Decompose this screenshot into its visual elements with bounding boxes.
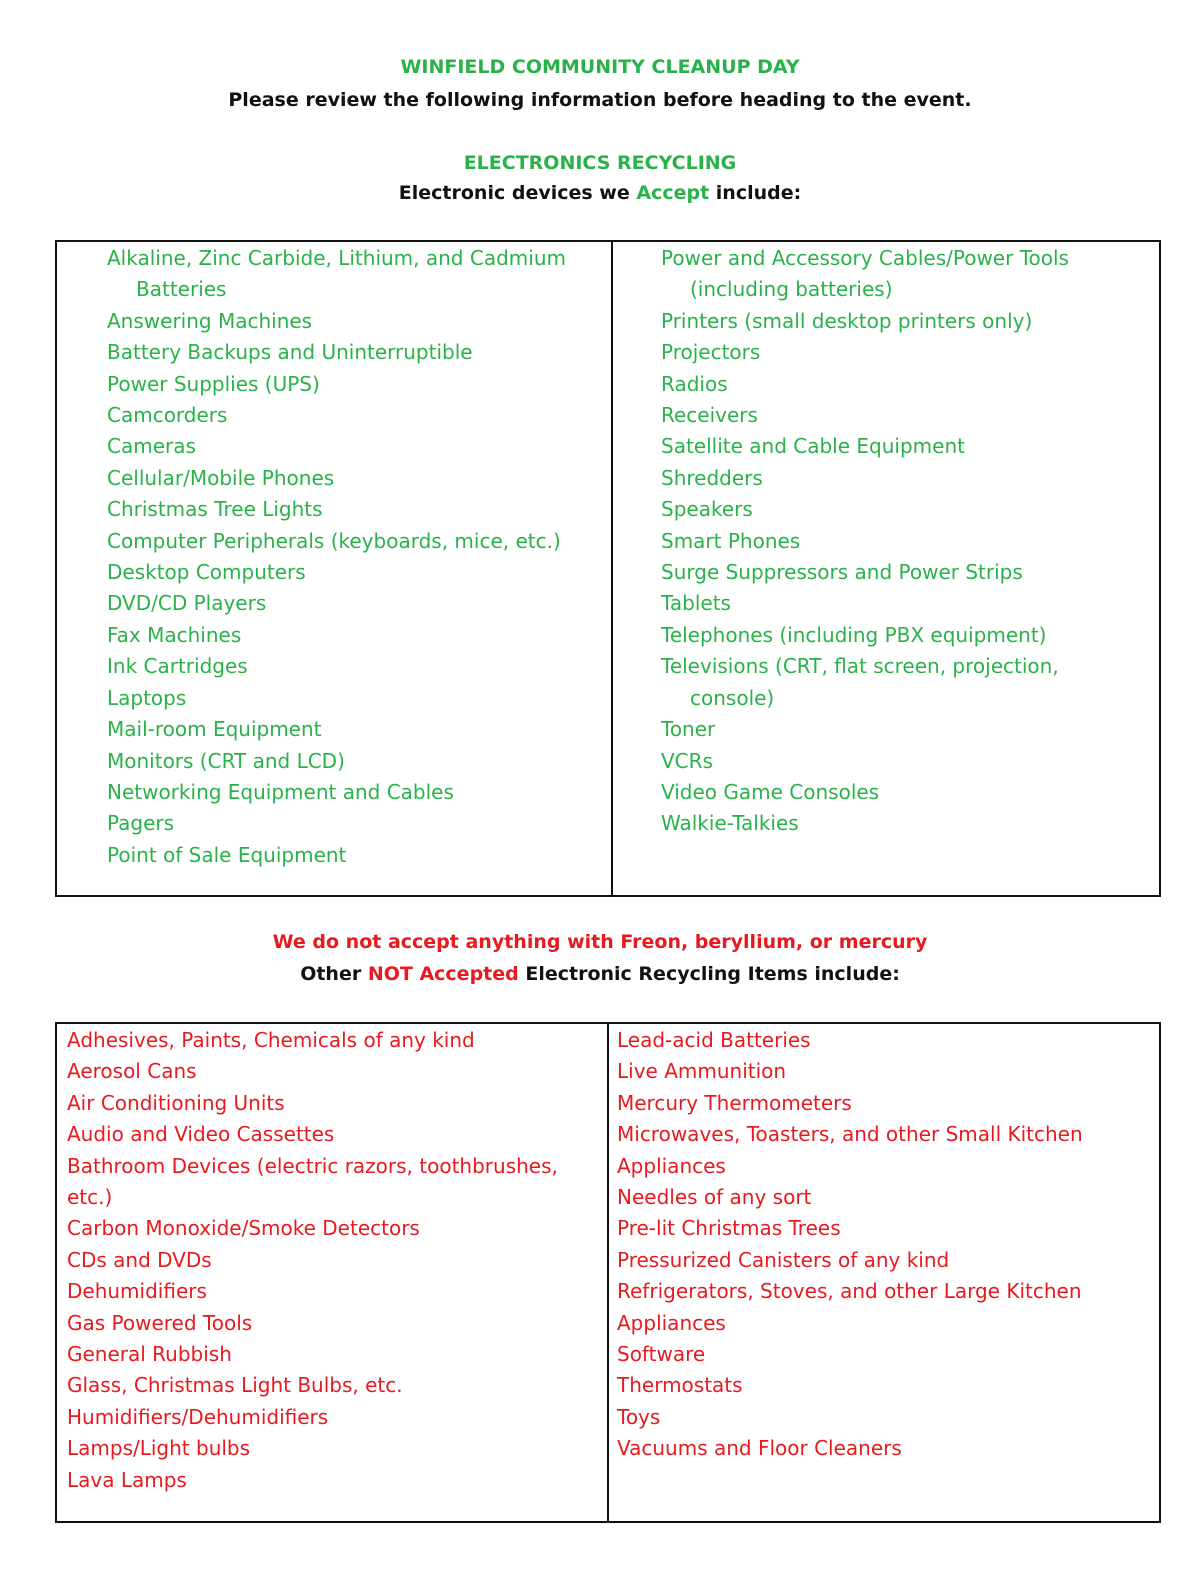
column-divider — [611, 242, 613, 895]
list-item — [661, 400, 1069, 431]
list-item-text: Cameras — [107, 434, 196, 459]
accept-intro-highlight: Accept — [636, 182, 710, 204]
list-item-text: Walkie-Talkies — [661, 811, 799, 836]
list-item — [107, 557, 566, 588]
not-accepted-intro-after: Electronic Recycling Items include: — [518, 963, 900, 985]
list-item — [661, 777, 1069, 808]
list-item: Aerosol Cans — [67, 1059, 197, 1084]
list-item: Toys — [617, 1404, 661, 1429]
page-subtitle: Please review the following information before heading to the event. — [228, 89, 972, 111]
list-item: Glass, Christmas Light Bulbs, etc. — [67, 1373, 403, 1398]
list-item-text: Toner — [661, 717, 716, 742]
list-item — [107, 777, 566, 808]
list-item: Mercury Thermometers — [617, 1090, 852, 1115]
list-item — [661, 526, 1069, 557]
electronics-heading: ELECTRONICS RECYCLING — [463, 152, 737, 174]
list-item: Thermostats — [617, 1373, 743, 1398]
list-item-text: Networking Equipment and Cables — [107, 779, 454, 804]
list-item: Pre-lit Christmas Trees — [617, 1216, 841, 1241]
list-item-text: Desktop Computers — [107, 560, 306, 585]
list-item-text: Shredders — [661, 465, 763, 490]
list-item — [107, 588, 566, 619]
list-item — [107, 494, 566, 525]
list-item-text: Monitors (CRT and LCD) — [107, 748, 345, 773]
list-item — [107, 243, 566, 306]
list-item — [661, 431, 1069, 462]
list-item: Gas Powered Tools — [67, 1310, 253, 1335]
list-item: Air Conditioning Units — [67, 1090, 285, 1115]
list-item — [107, 683, 566, 714]
not-accepted-items-right-column — [617, 1025, 1083, 1465]
list-item — [661, 651, 1069, 714]
list-item-continuation: console) — [690, 685, 775, 710]
list-item: Bathroom Devices (electric razors, toothbrushes, — [67, 1153, 558, 1178]
list-item: Needles of any sort — [617, 1185, 812, 1210]
list-item-text: Radios — [661, 371, 728, 396]
list-item — [661, 243, 1069, 306]
accept-intro — [0, 182, 1200, 204]
list-item-continuation: Batteries — [136, 277, 227, 302]
not-accepted-items-table — [55, 1022, 1161, 1523]
list-item-text: Pagers — [107, 811, 175, 836]
not-accepted-intro — [0, 963, 1200, 985]
list-item — [107, 431, 566, 462]
list-item: Humidifiers/Dehumidifiers — [67, 1404, 329, 1429]
list-item — [107, 620, 566, 651]
list-item: Appliances — [617, 1310, 726, 1335]
list-item: Lamps/Light bulbs — [67, 1436, 251, 1461]
list-item — [661, 463, 1069, 494]
accept-intro-after: include: — [709, 182, 802, 204]
list-item — [107, 526, 566, 557]
list-item-text: Fax Machines — [107, 622, 242, 647]
list-item-text: Speakers — [661, 497, 753, 522]
list-item: Pressurized Canisters of any kind — [617, 1247, 950, 1272]
list-item-text: DVD/CD Players — [107, 591, 267, 616]
list-item — [661, 746, 1069, 777]
not-accepted-intro-before: Other — [300, 963, 368, 985]
accepted-items-table — [55, 240, 1161, 897]
list-item — [661, 620, 1069, 651]
list-item — [107, 463, 566, 494]
accept-intro-before: Electronic devices we — [398, 182, 637, 204]
list-item — [661, 306, 1069, 337]
list-item — [107, 369, 566, 400]
list-item-text: Power and Accessory Cables/Power Tools — [661, 246, 1069, 270]
list-item: CDs and DVDs — [67, 1247, 212, 1272]
list-item: Carbon Monoxide/Smoke Detectors — [67, 1216, 420, 1241]
list-item — [107, 808, 566, 839]
list-item — [661, 588, 1069, 619]
list-item: General Rubbish — [67, 1342, 232, 1367]
list-item-continuation: (including batteries) — [690, 277, 893, 302]
list-item-text: Receivers — [661, 403, 758, 428]
list-item: Lead-acid Batteries — [617, 1028, 811, 1052]
list-item-text: Printers (small desktop printers only) — [661, 308, 1033, 333]
list-item — [107, 651, 566, 682]
list-item-text: Cellular/Mobile Phones — [107, 465, 335, 490]
restriction-warning: We do not accept anything with Freon, beryllium, or mercury — [272, 931, 928, 953]
list-item: Microwaves, Toasters, and other Small Kitchen — [617, 1122, 1083, 1147]
list-item: Software — [617, 1342, 706, 1367]
list-item-text: Smart Phones — [661, 528, 801, 553]
list-item-text: Power Supplies (UPS) — [107, 371, 320, 396]
list-item — [661, 808, 1069, 839]
list-item — [107, 746, 566, 777]
page-title: WINFIELD COMMUNITY CLEANUP DAY — [400, 56, 800, 78]
list-item-text: Tablets — [661, 591, 731, 616]
list-item — [661, 494, 1069, 525]
list-item-text: Ink Cartridges — [107, 654, 248, 679]
list-item: Adhesives, Paints, Chemicals of any kind — [67, 1028, 475, 1052]
list-item — [107, 337, 566, 368]
list-item-text: Projectors — [661, 340, 761, 365]
list-item — [661, 714, 1069, 745]
accepted-items-left-column — [107, 243, 566, 871]
list-item: Refrigerators, Stoves, and other Large Kitchen — [617, 1279, 1082, 1304]
list-item: Lava Lamps — [67, 1467, 187, 1492]
list-item-text: Video Game Consoles — [661, 779, 880, 804]
list-item-text: Point of Sale Equipment — [107, 842, 347, 867]
list-item: Appliances — [617, 1153, 726, 1178]
list-item-text: VCRs — [661, 748, 713, 773]
list-item-text: Mail-room Equipment — [107, 717, 322, 742]
list-item: etc.) — [67, 1185, 113, 1210]
list-item — [107, 400, 566, 431]
list-item: Audio and Video Cassettes — [67, 1122, 335, 1147]
list-item: Dehumidifiers — [67, 1279, 207, 1304]
list-item — [661, 369, 1069, 400]
list-item-text: Answering Machines — [107, 308, 313, 333]
list-item — [107, 714, 566, 745]
list-item: Live Ammunition — [617, 1059, 787, 1084]
list-item-text: Alkaline, Zinc Carbide, Lithium, and Cadmium — [107, 246, 566, 270]
not-accepted-items-left-column — [67, 1025, 558, 1496]
list-item — [107, 306, 566, 337]
list-item-text: Laptops — [107, 685, 187, 710]
list-item-text: Computer Peripherals (keyboards, mice, etc.) — [107, 528, 561, 553]
list-item-text: Telephones (including PBX equipment) — [661, 622, 1047, 647]
list-item — [107, 840, 566, 871]
list-item — [661, 557, 1069, 588]
list-item — [661, 337, 1069, 368]
list-item-text: Christmas Tree Lights — [107, 497, 323, 522]
not-accepted-intro-highlight: NOT Accepted — [367, 963, 519, 985]
list-item-text: Camcorders — [107, 403, 228, 428]
list-item-text: Televisions (CRT, flat screen, projection, — [661, 654, 1059, 679]
accepted-items-right-column — [661, 243, 1069, 840]
column-divider — [607, 1024, 609, 1521]
list-item-text: Satellite and Cable Equipment — [661, 434, 965, 459]
list-item-text: Battery Backups and Uninterruptible — [107, 340, 473, 365]
list-item: Vacuums and Floor Cleaners — [617, 1436, 902, 1461]
list-item-text: Surge Suppressors and Power Strips — [661, 560, 1023, 585]
